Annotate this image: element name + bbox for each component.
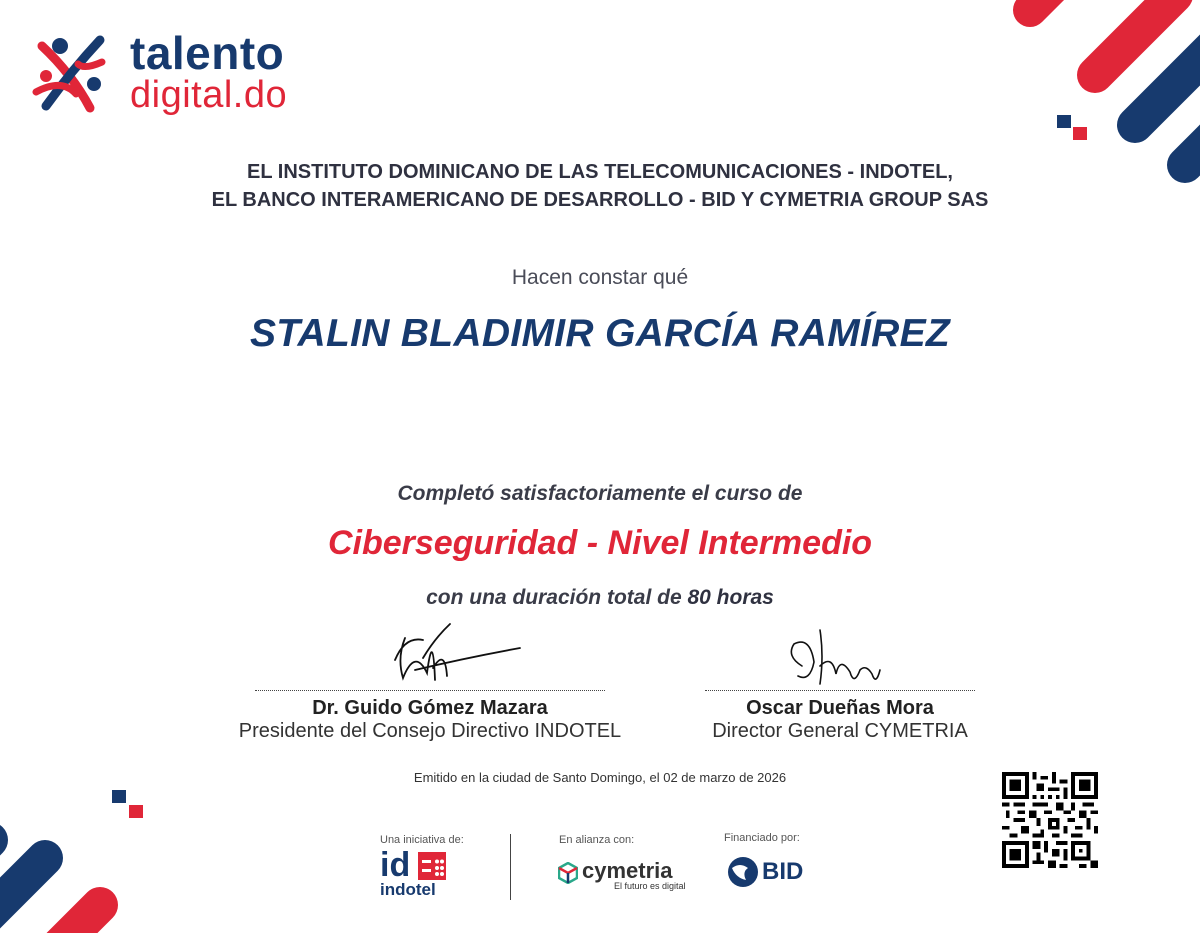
partners-divider: [510, 834, 511, 900]
alliance-label: En alianza con:: [559, 834, 635, 846]
indotel-logo-text: indotel: [380, 880, 436, 899]
funded-label: Financiado por:: [724, 832, 800, 844]
signatory-2-name: Oscar Dueñas Mora: [746, 697, 934, 719]
signature-line-1: [255, 690, 605, 691]
qr-code-icon: [1002, 772, 1098, 868]
recipient-name: STALIN BLADIMIR GARCÍA RAMÍREZ: [249, 312, 951, 355]
header-line-2: EL BANCO INTERAMERICANO DE DESARROLLO - BID Y CYMETRIA GROUP SAS: [211, 189, 989, 211]
logo-text-talento: talento: [130, 27, 285, 79]
cymetria-logo-text: cymetria: [582, 858, 673, 883]
signatory-1-name: Dr. Guido Gómez Mazara: [312, 697, 548, 719]
signatory-2-title: Director General CYMETRIA: [712, 720, 968, 742]
course-title: Ciberseguridad - Nivel Intermedio: [327, 524, 873, 562]
duration-hours: 80 horas: [687, 586, 774, 609]
talento-digital-logo-icon: [32, 34, 112, 116]
indotel-logo-icon: [418, 852, 446, 880]
signatory-1-title: Presidente del Consejo Directivo INDOTEL: [238, 720, 622, 742]
duration-prefix: con una duración total de: [426, 586, 682, 609]
intro-text: Hacen constar qué: [511, 266, 689, 289]
indotel-logo-id: id: [380, 846, 411, 884]
header-line-1: EL INSTITUTO DOMINICANO DE LAS TELECOMUNICACIONES - INDOTEL,: [247, 161, 953, 183]
logo-text-digital: digital.do: [130, 74, 288, 116]
bid-logo-icon: [726, 856, 760, 888]
signature-2: [780, 626, 890, 692]
initiative-label: Una iniciativa de:: [380, 834, 464, 846]
signatory-2: [680, 690, 1000, 743]
cymetria-tagline: El futuro es digital: [614, 881, 686, 891]
duration-text: [0, 586, 1200, 610]
cymetria-logo-icon: [558, 862, 578, 884]
signature-1: [375, 618, 525, 690]
signatory-1: [215, 690, 645, 743]
issued-text: Emitido en la ciudad de Santo Domingo, el 02 de marzo de 2026: [413, 770, 787, 785]
signature-line-2: [705, 690, 975, 691]
completed-text: Completó satisfactoriamente el curso de: [397, 482, 803, 505]
bid-logo-text: BID: [762, 858, 804, 885]
